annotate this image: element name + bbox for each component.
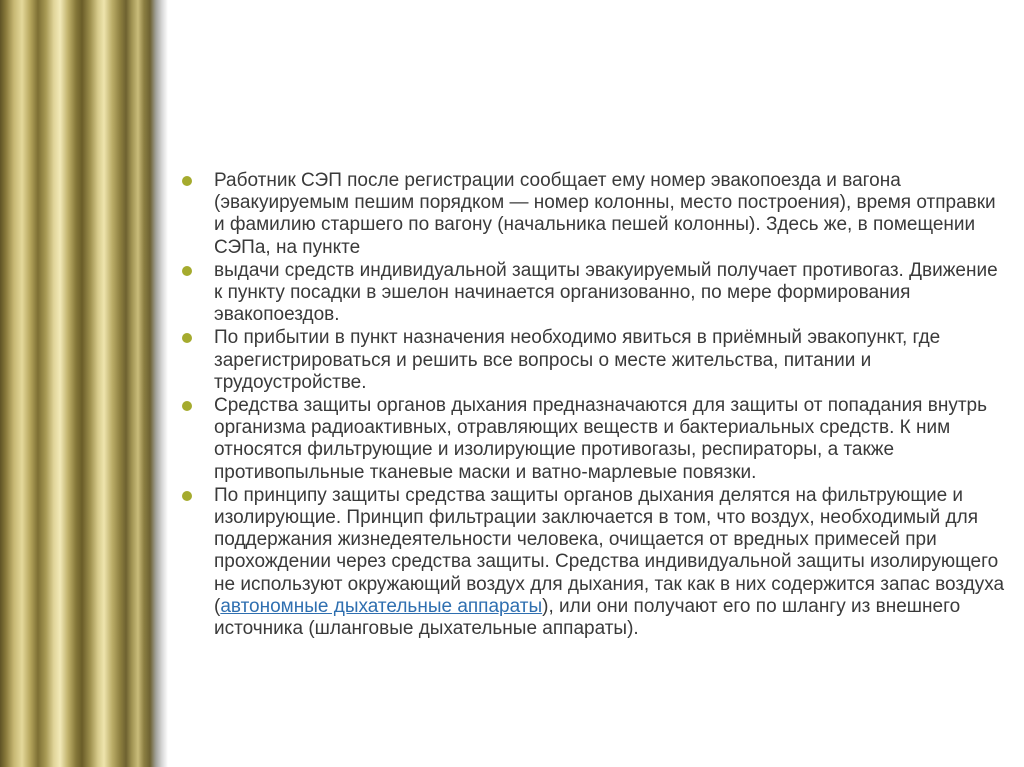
bullet-text-3: По прибытии в пункт назначения необходимо явиться в приёмный эвакопункт, где зарегистрироваться и решить все вопросы о месте жительства, питании и трудоустройстве. xyxy=(214,327,941,393)
bullet-dot-icon xyxy=(182,266,192,276)
bullet-dot-icon xyxy=(182,401,192,411)
bullet-dot-icon xyxy=(182,176,192,186)
bullet-text-5-start: По принципу защиты средства защиты органов дыхания делятся на фильтрующие и изолирующие. Принцип фильтрации заключается в том, что воздух, необходимый для поддержания жизнедеятельности человека, очищается от вредных примесей при прохождении через средства защиты. Средства индивидуальной защиты изолирующего не используют окружающий воздух для дыхания, так как в них содержится запас воздуха ( xyxy=(214,484,1005,617)
bullet-item-2 xyxy=(176,260,1006,327)
bullet-text-2: выдачи средств индивидуальной защиты эвакуируемый получает противогаз. Движение к пункту посадки в эшелон начинается организованно, по мере формирования эвакопоездов. xyxy=(214,259,998,326)
bullet-item-1 xyxy=(176,170,1006,259)
bullet-text-5-end: ), или они получают его по шлангу из внешнего источника (шланговые дыхательные аппараты). xyxy=(214,595,961,640)
autonomous-breathing-apparatus-link[interactable]: автономные дыхательные аппараты xyxy=(220,595,543,617)
bullet-text-4: Средства защиты органов дыхания предназначаются для защиты от попадания внутрь организма радиоактивных, отравляющих веществ и бактериальных средств. К ним относятся фильтрующие и изолирующие противогазы, респираторы, а также противопыльные тканевые маски и ватно-марлевые повязки. xyxy=(214,395,987,483)
bullet-dot-icon xyxy=(182,333,192,343)
bullet-dot-icon xyxy=(182,491,192,501)
decorative-gold-curtain xyxy=(0,0,168,767)
bullet-item-5 xyxy=(176,485,1006,640)
slide-content xyxy=(176,170,1006,641)
bullet-text-1: Работник СЭП после регистрации сообщает ему номер эвакопоезда и вагона (эвакуируемым пешим порядком — номер колонны, место построения), время отправки и фамилию старшего по вагону (начальника пешей колонны). Здесь же, в помещении СЭПа, на пункте xyxy=(214,170,996,258)
bullet-item-3 xyxy=(176,327,1006,394)
bullet-item-4 xyxy=(176,395,1006,484)
bullet-list xyxy=(176,170,1006,640)
